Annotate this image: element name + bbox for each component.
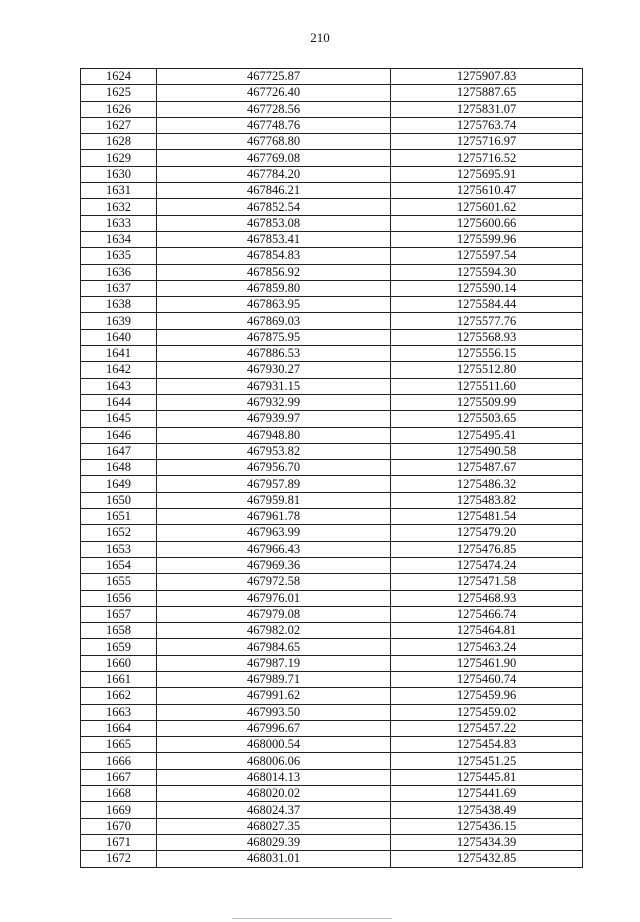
x-coordinate-cell: 467859.80 xyxy=(157,280,391,296)
y-coordinate-cell: 1275438.49 xyxy=(391,802,583,818)
point-number-cell: 1631 xyxy=(81,183,157,199)
table-row xyxy=(81,264,583,280)
x-coordinate-cell: 467930.27 xyxy=(157,362,391,378)
point-number-cell: 1672 xyxy=(81,851,157,867)
point-number-cell: 1635 xyxy=(81,248,157,264)
table-row xyxy=(81,460,583,476)
point-number-cell: 1624 xyxy=(81,69,157,85)
table-row xyxy=(81,394,583,410)
y-coordinate-cell: 1275471.58 xyxy=(391,574,583,590)
table-row xyxy=(81,231,583,247)
point-number-cell: 1665 xyxy=(81,737,157,753)
x-coordinate-cell: 467989.71 xyxy=(157,671,391,687)
x-coordinate-cell: 467853.41 xyxy=(157,231,391,247)
table-row xyxy=(81,639,583,655)
table-row xyxy=(81,248,583,264)
table-row xyxy=(81,541,583,557)
x-coordinate-cell: 468029.39 xyxy=(157,834,391,850)
table-row xyxy=(81,786,583,802)
x-coordinate-cell: 467875.95 xyxy=(157,329,391,345)
y-coordinate-cell: 1275599.96 xyxy=(391,231,583,247)
table-row xyxy=(81,362,583,378)
y-coordinate-cell: 1275454.83 xyxy=(391,737,583,753)
point-number-cell: 1628 xyxy=(81,134,157,150)
x-coordinate-cell: 468024.37 xyxy=(157,802,391,818)
y-coordinate-cell: 1275461.90 xyxy=(391,655,583,671)
y-coordinate-cell: 1275503.65 xyxy=(391,411,583,427)
y-coordinate-cell: 1275434.39 xyxy=(391,834,583,850)
x-coordinate-cell: 467969.36 xyxy=(157,557,391,573)
point-number-cell: 1654 xyxy=(81,557,157,573)
table-row xyxy=(81,85,583,101)
point-number-cell: 1670 xyxy=(81,818,157,834)
point-number-cell: 1650 xyxy=(81,492,157,508)
point-number-cell: 1638 xyxy=(81,297,157,313)
y-coordinate-cell: 1275716.52 xyxy=(391,150,583,166)
y-coordinate-cell: 1275716.97 xyxy=(391,134,583,150)
y-coordinate-cell: 1275887.65 xyxy=(391,85,583,101)
y-coordinate-cell: 1275597.54 xyxy=(391,248,583,264)
x-coordinate-cell: 467963.99 xyxy=(157,525,391,541)
x-coordinate-cell: 467886.53 xyxy=(157,346,391,362)
table-row xyxy=(81,492,583,508)
x-coordinate-cell: 467953.82 xyxy=(157,443,391,459)
y-coordinate-cell: 1275463.24 xyxy=(391,639,583,655)
x-coordinate-cell: 467939.97 xyxy=(157,411,391,427)
y-coordinate-cell: 1275695.91 xyxy=(391,166,583,182)
table-row xyxy=(81,802,583,818)
x-coordinate-cell: 468000.54 xyxy=(157,737,391,753)
coordinates-table-body xyxy=(81,69,583,868)
point-number-cell: 1636 xyxy=(81,264,157,280)
y-coordinate-cell: 1275590.14 xyxy=(391,280,583,296)
x-coordinate-cell: 467852.54 xyxy=(157,199,391,215)
y-coordinate-cell: 1275481.54 xyxy=(391,509,583,525)
point-number-cell: 1651 xyxy=(81,509,157,525)
x-coordinate-cell: 468014.13 xyxy=(157,769,391,785)
table-row xyxy=(81,688,583,704)
table-row xyxy=(81,101,583,117)
table-row xyxy=(81,525,583,541)
point-number-cell: 1646 xyxy=(81,427,157,443)
table-row xyxy=(81,199,583,215)
table-row xyxy=(81,623,583,639)
y-coordinate-cell: 1275474.24 xyxy=(391,557,583,573)
point-number-cell: 1642 xyxy=(81,362,157,378)
table-row xyxy=(81,557,583,573)
y-coordinate-cell: 1275509.99 xyxy=(391,394,583,410)
point-number-cell: 1652 xyxy=(81,525,157,541)
table-row xyxy=(81,166,583,182)
table-row xyxy=(81,574,583,590)
point-number-cell: 1632 xyxy=(81,199,157,215)
point-number-cell: 1625 xyxy=(81,85,157,101)
x-coordinate-cell: 467957.89 xyxy=(157,476,391,492)
point-number-cell: 1669 xyxy=(81,802,157,818)
x-coordinate-cell: 467984.65 xyxy=(157,639,391,655)
x-coordinate-cell: 467976.01 xyxy=(157,590,391,606)
x-coordinate-cell: 467931.15 xyxy=(157,378,391,394)
x-coordinate-cell: 467993.50 xyxy=(157,704,391,720)
y-coordinate-cell: 1275436.15 xyxy=(391,818,583,834)
table-row xyxy=(81,280,583,296)
point-number-cell: 1659 xyxy=(81,639,157,655)
y-coordinate-cell: 1275556.15 xyxy=(391,346,583,362)
point-number-cell: 1639 xyxy=(81,313,157,329)
x-coordinate-cell: 467869.03 xyxy=(157,313,391,329)
y-coordinate-cell: 1275594.30 xyxy=(391,264,583,280)
point-number-cell: 1653 xyxy=(81,541,157,557)
y-coordinate-cell: 1275476.85 xyxy=(391,541,583,557)
table-row xyxy=(81,411,583,427)
x-coordinate-cell: 467853.08 xyxy=(157,215,391,231)
y-coordinate-cell: 1275584.44 xyxy=(391,297,583,313)
x-coordinate-cell: 467768.80 xyxy=(157,134,391,150)
y-coordinate-cell: 1275487.67 xyxy=(391,460,583,476)
point-number-cell: 1658 xyxy=(81,623,157,639)
point-number-cell: 1662 xyxy=(81,688,157,704)
coordinates-table xyxy=(80,68,583,868)
point-number-cell: 1656 xyxy=(81,590,157,606)
point-number-cell: 1629 xyxy=(81,150,157,166)
y-coordinate-cell: 1275483.82 xyxy=(391,492,583,508)
page-number: 210 xyxy=(310,30,330,45)
y-coordinate-cell: 1275466.74 xyxy=(391,606,583,622)
table-row xyxy=(81,215,583,231)
point-number-cell: 1647 xyxy=(81,443,157,459)
x-coordinate-cell: 468027.35 xyxy=(157,818,391,834)
point-number-cell: 1668 xyxy=(81,786,157,802)
point-number-cell: 1626 xyxy=(81,101,157,117)
y-coordinate-cell: 1275763.74 xyxy=(391,117,583,133)
x-coordinate-cell: 467991.62 xyxy=(157,688,391,704)
point-number-cell: 1661 xyxy=(81,671,157,687)
y-coordinate-cell: 1275831.07 xyxy=(391,101,583,117)
table-row xyxy=(81,117,583,133)
point-number-cell: 1666 xyxy=(81,753,157,769)
point-number-cell: 1643 xyxy=(81,378,157,394)
table-row xyxy=(81,590,583,606)
y-coordinate-cell: 1275432.85 xyxy=(391,851,583,867)
point-number-cell: 1633 xyxy=(81,215,157,231)
x-coordinate-cell: 467982.02 xyxy=(157,623,391,639)
table-row xyxy=(81,737,583,753)
point-number-cell: 1641 xyxy=(81,346,157,362)
table-row xyxy=(81,183,583,199)
y-coordinate-cell: 1275479.20 xyxy=(391,525,583,541)
x-coordinate-cell: 467728.56 xyxy=(157,101,391,117)
point-number-cell: 1664 xyxy=(81,720,157,736)
y-coordinate-cell: 1275451.25 xyxy=(391,753,583,769)
point-number-cell: 1671 xyxy=(81,834,157,850)
y-coordinate-cell: 1275577.76 xyxy=(391,313,583,329)
y-coordinate-cell: 1275907.83 xyxy=(391,69,583,85)
point-number-cell: 1667 xyxy=(81,769,157,785)
y-coordinate-cell: 1275568.93 xyxy=(391,329,583,345)
y-coordinate-cell: 1275495.41 xyxy=(391,427,583,443)
point-number-cell: 1657 xyxy=(81,606,157,622)
x-coordinate-cell: 468020.02 xyxy=(157,786,391,802)
y-coordinate-cell: 1275468.93 xyxy=(391,590,583,606)
point-number-cell: 1655 xyxy=(81,574,157,590)
x-coordinate-cell: 467725.87 xyxy=(157,69,391,85)
x-coordinate-cell: 467961.78 xyxy=(157,509,391,525)
table-row xyxy=(81,378,583,394)
table-row xyxy=(81,509,583,525)
x-coordinate-cell: 467966.43 xyxy=(157,541,391,557)
x-coordinate-cell: 467972.58 xyxy=(157,574,391,590)
scan-edge-line xyxy=(232,918,392,919)
table-row xyxy=(81,671,583,687)
point-number-cell: 1663 xyxy=(81,704,157,720)
x-coordinate-cell: 468031.01 xyxy=(157,851,391,867)
y-coordinate-cell: 1275441.69 xyxy=(391,786,583,802)
table-row xyxy=(81,329,583,345)
y-coordinate-cell: 1275459.96 xyxy=(391,688,583,704)
y-coordinate-cell: 1275610.47 xyxy=(391,183,583,199)
x-coordinate-cell: 467846.21 xyxy=(157,183,391,199)
x-coordinate-cell: 467987.19 xyxy=(157,655,391,671)
x-coordinate-cell: 467863.95 xyxy=(157,297,391,313)
table-row xyxy=(81,753,583,769)
x-coordinate-cell: 467996.67 xyxy=(157,720,391,736)
y-coordinate-cell: 1275511.60 xyxy=(391,378,583,394)
x-coordinate-cell: 467856.92 xyxy=(157,264,391,280)
y-coordinate-cell: 1275464.81 xyxy=(391,623,583,639)
x-coordinate-cell: 467854.83 xyxy=(157,248,391,264)
y-coordinate-cell: 1275601.62 xyxy=(391,199,583,215)
x-coordinate-cell: 467948.80 xyxy=(157,427,391,443)
table-row xyxy=(81,346,583,362)
y-coordinate-cell: 1275460.74 xyxy=(391,671,583,687)
y-coordinate-cell: 1275445.81 xyxy=(391,769,583,785)
x-coordinate-cell: 467932.99 xyxy=(157,394,391,410)
x-coordinate-cell: 467769.08 xyxy=(157,150,391,166)
table-row xyxy=(81,606,583,622)
x-coordinate-cell: 467959.81 xyxy=(157,492,391,508)
table-row xyxy=(81,69,583,85)
table-row xyxy=(81,443,583,459)
x-coordinate-cell: 467956.70 xyxy=(157,460,391,476)
y-coordinate-cell: 1275457.22 xyxy=(391,720,583,736)
table-row xyxy=(81,818,583,834)
table-row xyxy=(81,834,583,850)
table-row xyxy=(81,655,583,671)
y-coordinate-cell: 1275486.32 xyxy=(391,476,583,492)
y-coordinate-cell: 1275512.80 xyxy=(391,362,583,378)
table-row xyxy=(81,134,583,150)
table-row xyxy=(81,313,583,329)
point-number-cell: 1640 xyxy=(81,329,157,345)
point-number-cell: 1645 xyxy=(81,411,157,427)
x-coordinate-cell: 468006.06 xyxy=(157,753,391,769)
table-row xyxy=(81,720,583,736)
x-coordinate-cell: 467979.08 xyxy=(157,606,391,622)
table-row xyxy=(81,704,583,720)
point-number-cell: 1644 xyxy=(81,394,157,410)
x-coordinate-cell: 467784.20 xyxy=(157,166,391,182)
point-number-cell: 1634 xyxy=(81,231,157,247)
table-row xyxy=(81,150,583,166)
table-row xyxy=(81,427,583,443)
y-coordinate-cell: 1275600.66 xyxy=(391,215,583,231)
y-coordinate-cell: 1275490.58 xyxy=(391,443,583,459)
point-number-cell: 1637 xyxy=(81,280,157,296)
point-number-cell: 1648 xyxy=(81,460,157,476)
table-row xyxy=(81,476,583,492)
table-row xyxy=(81,769,583,785)
point-number-cell: 1649 xyxy=(81,476,157,492)
x-coordinate-cell: 467748.76 xyxy=(157,117,391,133)
x-coordinate-cell: 467726.40 xyxy=(157,85,391,101)
table-row xyxy=(81,851,583,867)
point-number-cell: 1630 xyxy=(81,166,157,182)
y-coordinate-cell: 1275459.02 xyxy=(391,704,583,720)
point-number-cell: 1660 xyxy=(81,655,157,671)
point-number-cell: 1627 xyxy=(81,117,157,133)
table-row xyxy=(81,297,583,313)
